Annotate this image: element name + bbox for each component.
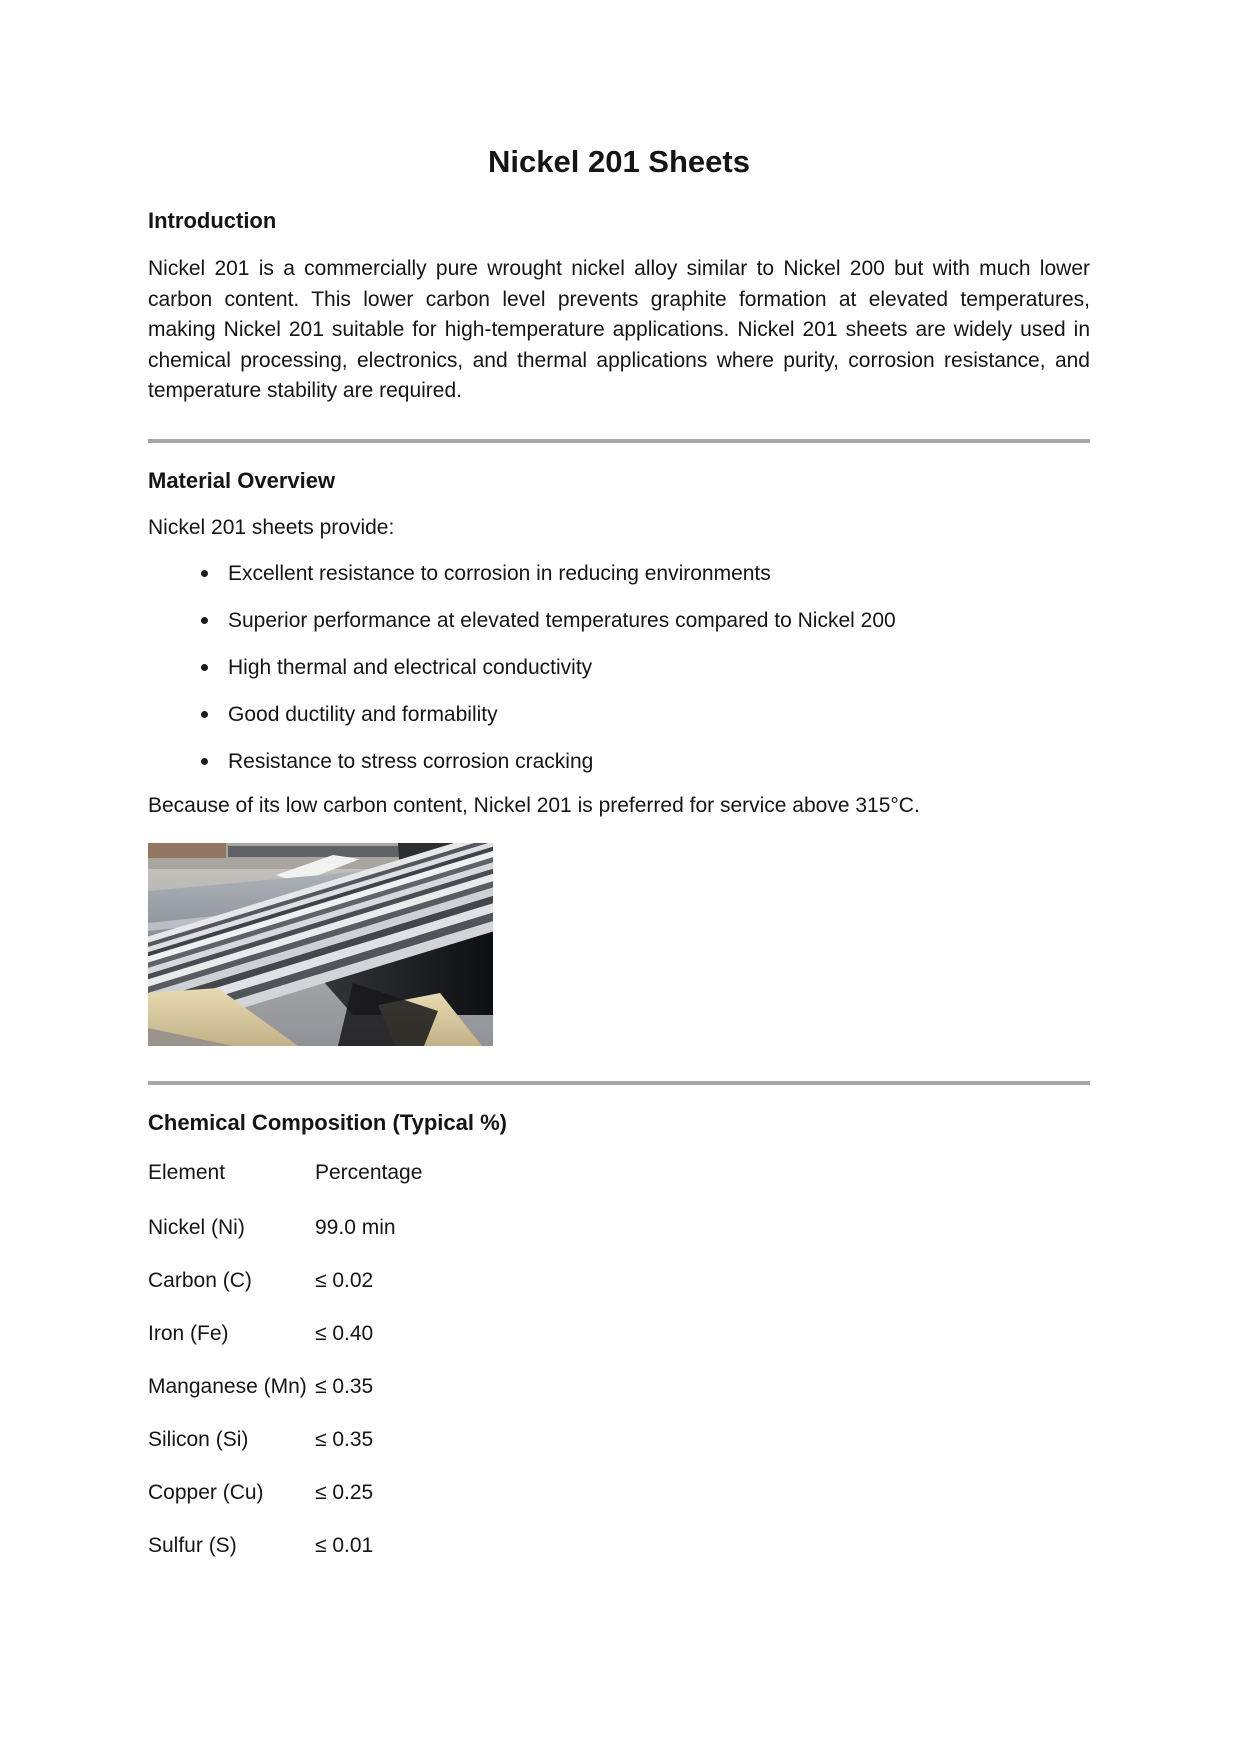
element-cell: Silicon (Si) <box>148 1427 249 1451</box>
percentage-cell: ≤ 0.40 <box>315 1321 374 1345</box>
element-cell: Sulfur (S) <box>148 1533 237 1557</box>
list-item-label: Good ductility and formability <box>228 702 498 726</box>
table-row <box>148 1426 1090 1454</box>
table-row <box>148 1320 1090 1348</box>
list-item <box>148 607 1090 635</box>
table-row <box>148 1214 1090 1242</box>
percentage-cell: ≤ 0.25 <box>315 1480 374 1504</box>
column-header-percentage: Percentage <box>315 1160 423 1184</box>
list-item-label: Resistance to stress corrosion cracking <box>228 749 594 773</box>
material-overview-note: Because of its low carbon content, Nickel 201 is preferred for service above 315°C. <box>148 793 920 817</box>
element-cell: Copper (Cu) <box>148 1480 264 1504</box>
list-item <box>148 560 1090 588</box>
table-row <box>148 1267 1090 1295</box>
document-title: Nickel 201 Sheets <box>488 144 750 179</box>
chemical-composition-heading: Chemical Composition (Typical %) <box>148 1109 507 1135</box>
material-overview-lead: Nickel 201 sheets provide: <box>148 515 395 539</box>
bullet-icon <box>201 711 208 718</box>
percentage-cell: ≤ 0.01 <box>315 1533 374 1557</box>
list-item <box>148 701 1090 729</box>
list-item <box>148 748 1090 776</box>
material-overview-heading: Material Overview <box>148 467 336 493</box>
table-row <box>148 1532 1090 1560</box>
percentage-cell: 99.0 min <box>315 1215 396 1239</box>
bullet-icon <box>201 758 208 765</box>
bullet-icon <box>201 664 208 671</box>
element-cell: Nickel (Ni) <box>148 1215 245 1239</box>
table-row <box>148 1479 1090 1507</box>
introduction-paragraph: Nickel 201 is a commercially pure wrought nickel alloy similar to Nickel 200 but with much lower carbon content. This lower carbon level prevents graphite formation at elevated temperatures, making Nickel 201 suitable for high-temperature applications. Nickel 201 sheets are widely used in chemical processing, electronics, and thermal applications where purity, corrosion resistance, and temperature stability are required. <box>148 257 1090 402</box>
table-header-row <box>148 1159 1090 1187</box>
list-item-label: Superior performance at elevated temperatures compared to Nickel 200 <box>228 608 896 632</box>
section-divider <box>148 439 1090 443</box>
bullet-icon <box>201 617 208 624</box>
material-benefits-list <box>148 560 1090 776</box>
element-cell: Carbon (C) <box>148 1268 252 1292</box>
introduction-heading: Introduction <box>148 208 277 233</box>
section-divider <box>148 1081 1090 1085</box>
nickel-sheets-image <box>148 843 493 1046</box>
table-row <box>148 1373 1090 1401</box>
composition-table <box>148 1159 1090 1560</box>
element-cell: Manganese (Mn) <box>148 1374 307 1398</box>
element-cell: Iron (Fe) <box>148 1321 229 1345</box>
percentage-cell: ≤ 0.02 <box>315 1268 374 1292</box>
column-header-element: Element <box>148 1160 226 1184</box>
percentage-cell: ≤ 0.35 <box>315 1374 374 1398</box>
percentage-cell: ≤ 0.35 <box>315 1427 374 1451</box>
list-item-label: Excellent resistance to corrosion in reducing environments <box>228 561 771 585</box>
list-item <box>148 654 1090 682</box>
list-item-label: High thermal and electrical conductivity <box>228 655 593 679</box>
bullet-icon <box>201 570 208 577</box>
